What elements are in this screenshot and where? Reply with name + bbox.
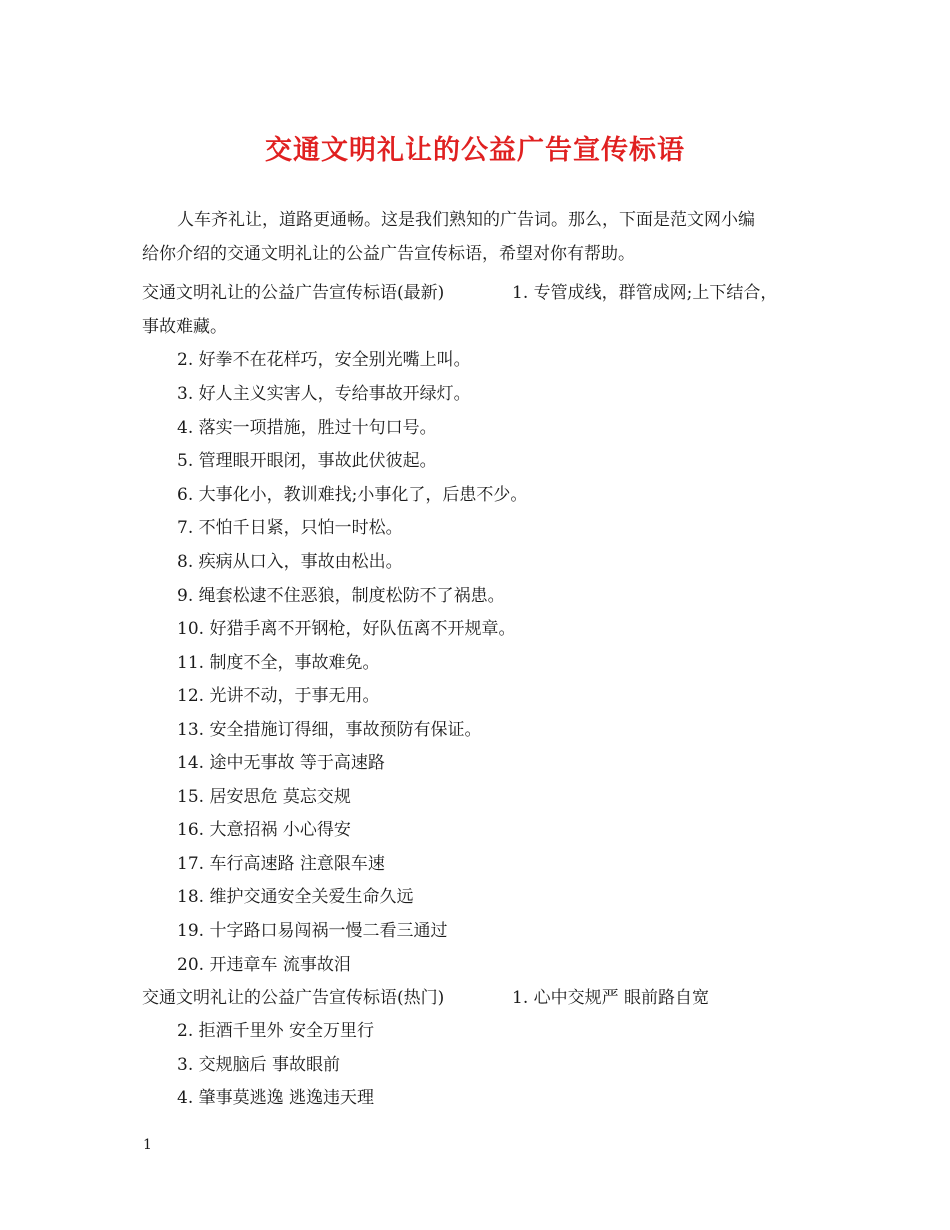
list-item: 19. 十字路口易闯祸一慢二看三通过 <box>177 921 448 941</box>
list-item: 4. 肇事莫逃逸 逃逸违天理 <box>177 1088 375 1108</box>
list-item-continuation: 事故难藏。 <box>142 317 227 337</box>
list-item: 17. 车行高速路 注意限车速 <box>177 854 385 874</box>
list-item: 18. 维护交通安全关爱生命久远 <box>177 887 414 907</box>
list-item: 3. 交规脑后 事故眼前 <box>177 1055 341 1075</box>
section-heading-popular: 交通文明礼让的公益广告宣传标语(热门) <box>142 988 445 1008</box>
list-item: 7. 不怕千日紧，只怕一时松。 <box>177 518 403 538</box>
intro-line-2: 给你介绍的交通文明礼让的公益广告宣传标语，希望对你有帮助。 <box>142 244 635 264</box>
list-item: 6. 大事化小，教训难找;小事化了，后患不少。 <box>177 485 528 505</box>
document-title: 交通文明礼让的公益广告宣传标语 <box>265 135 685 166</box>
intro-line-1: 人车齐礼让，道路更通畅。这是我们熟知的广告词。那么，下面是范文网小编 <box>177 210 755 230</box>
page-number: 1 <box>143 1137 152 1153</box>
list-item: 2. 好拳不在花样巧，安全别光嘴上叫。 <box>177 350 471 370</box>
list-item: 16. 大意招祸 小心得安 <box>177 820 351 840</box>
list-item: 3. 好人主义实害人，专给事故开绿灯。 <box>177 384 471 404</box>
list-item: 11. 制度不全，事故难免。 <box>177 653 380 673</box>
list-item: 4. 落实一项措施，胜过十句口号。 <box>177 418 437 438</box>
list-item: 1. 专管成线，群管成网;上下结合， <box>512 283 778 303</box>
list-item: 5. 管理眼开眼闭，事故此伏彼起。 <box>177 451 437 471</box>
list-item: 20. 开违章车 流事故泪 <box>177 955 351 975</box>
list-item: 15. 居安思危 莫忘交规 <box>177 787 351 807</box>
list-item: 2. 拒酒千里外 安全万里行 <box>177 1021 375 1041</box>
list-item: 13. 安全措施订得细，事故预防有保证。 <box>177 720 482 740</box>
list-item: 10. 好猎手离不开钢枪，好队伍离不开规章。 <box>177 619 516 639</box>
list-item: 1. 心中交规严 眼前路自宽 <box>512 988 710 1008</box>
list-item: 14. 途中无事故 等于高速路 <box>177 753 385 773</box>
section-heading-latest: 交通文明礼让的公益广告宣传标语(最新) <box>142 283 445 303</box>
list-item: 12. 光讲不动，于事无用。 <box>177 686 380 706</box>
list-item: 8. 疾病从口入，事故由松出。 <box>177 552 403 572</box>
list-item: 9. 绳套松逮不住恶狼，制度松防不了祸患。 <box>177 586 505 606</box>
